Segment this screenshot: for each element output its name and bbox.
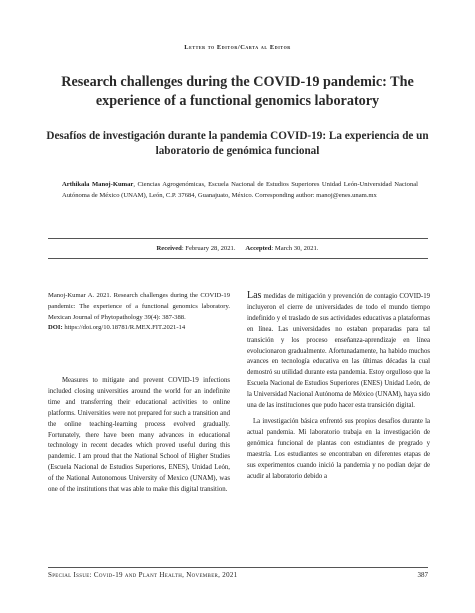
running-footer: Special Issue: Covid-19 and Plant Health, November, 2021	[48, 571, 238, 579]
dropcap-word: Las	[247, 290, 262, 301]
doi-link[interactable]: https://doi.org/10.18781/R.MEX.FIT.2021-14	[64, 324, 186, 332]
dates-line	[0, 245, 475, 252]
doi-label: DOI:	[48, 324, 63, 332]
page-number: 387	[417, 571, 428, 579]
citation-text: Manoj-Kumar A. 2021. Research challenges during the COVID-19 pandemic: The experience of a functional genomics laboratory. Mexican Journal of Phytopathology 39(4): 387-388.	[48, 292, 230, 321]
body-english-column	[48, 376, 230, 496]
body-spanish-column	[247, 291, 430, 482]
body-spanish-paragraph-1	[247, 291, 430, 412]
body-english-paragraph: Measures to mitigate and prevent COVID-19 infections included closing universities around the world for an indefinite time and transferring their educational activities to online platforms. Universities were not prepared for such a transition and the online teaching-learning process evolved gradually. Fortunately, there have been many advances in educational technology in recent decades which proved useful during this pandemic. I am proud that the National School of Higher Studies (Escuela Nacional de Estudios Superiores, ENES), Unidad León, of the National Autonomous University of Mexico (UNAM), was one of the institutions that was able to make this digital transition.	[48, 377, 230, 494]
citation-block	[48, 291, 230, 334]
author-block	[62, 180, 418, 201]
divider-top	[48, 238, 428, 239]
footer-divider	[48, 567, 428, 568]
body-spanish-paragraph-2: La investigación básica enfrentó sus propios desafíos durante la actual pandemia. Mi laboratorio trabaja en la investigación de genómica funcional de plantas con estudiantes de pregrado y maestría. Los estudiantes se encontraban en diferentes etapas de sus experimentos cuando inició la pandemia y no podían dejar de acudir al laboratorio debido a	[247, 417, 430, 480]
article-title-english: Research challenges during the COVID-19 pandemic: The experience of a functional genomics laboratory	[61, 74, 414, 109]
section-label: Letter to Editor/Carta al Editor	[184, 44, 291, 51]
received-label: Received	[156, 245, 182, 252]
accepted-date: : March 30, 2021.	[271, 245, 319, 252]
divider-bottom	[48, 258, 428, 259]
accepted-label: Accepted	[245, 245, 272, 252]
author-name: Arthikala Manoj-Kumar	[62, 181, 134, 188]
author-affiliation: , Ciencias Agrogenómicas, Escuela Nacional de Estudios Superiores Unidad León-Universidad Nacional Autónoma de México (UNAM), León, C.P. 37684, Guanajuato, México. Corresponding author: manoj@enes.unam.mx	[62, 181, 419, 199]
received-date: : February 28, 2021.	[181, 245, 236, 252]
body-spanish-paragraph-1-text: medidas de mitigación y prevención de contagio COVID-19 incluyeron el cierre de universidades de todo el mundo tiempo indefinido y el traslado de sus actividades educativas a plataformas en línea. Las universidades no estaban preparadas para tal transición y los proceso enseñanza-aprendizaje en línea evolucionaron gradualmente. Afortunadamente, ha habido muchos avances en tecnología educativa en las últimas décadas la cual demostró su utilidad durante esta pandemia. Estoy orgulloso que la Escuela Nacional de Estudios Superiores (ENES) Unidad León, de la Universidad Nacional Autónoma de México (UNAM), haya sido una de las instituciones que pudo hacer esta transición digital.	[247, 293, 430, 410]
article-title-spanish: Desafíos de investigación durante la pandemia COVID-19: La experiencia de un laboratorio de genómica funcional	[46, 130, 429, 157]
